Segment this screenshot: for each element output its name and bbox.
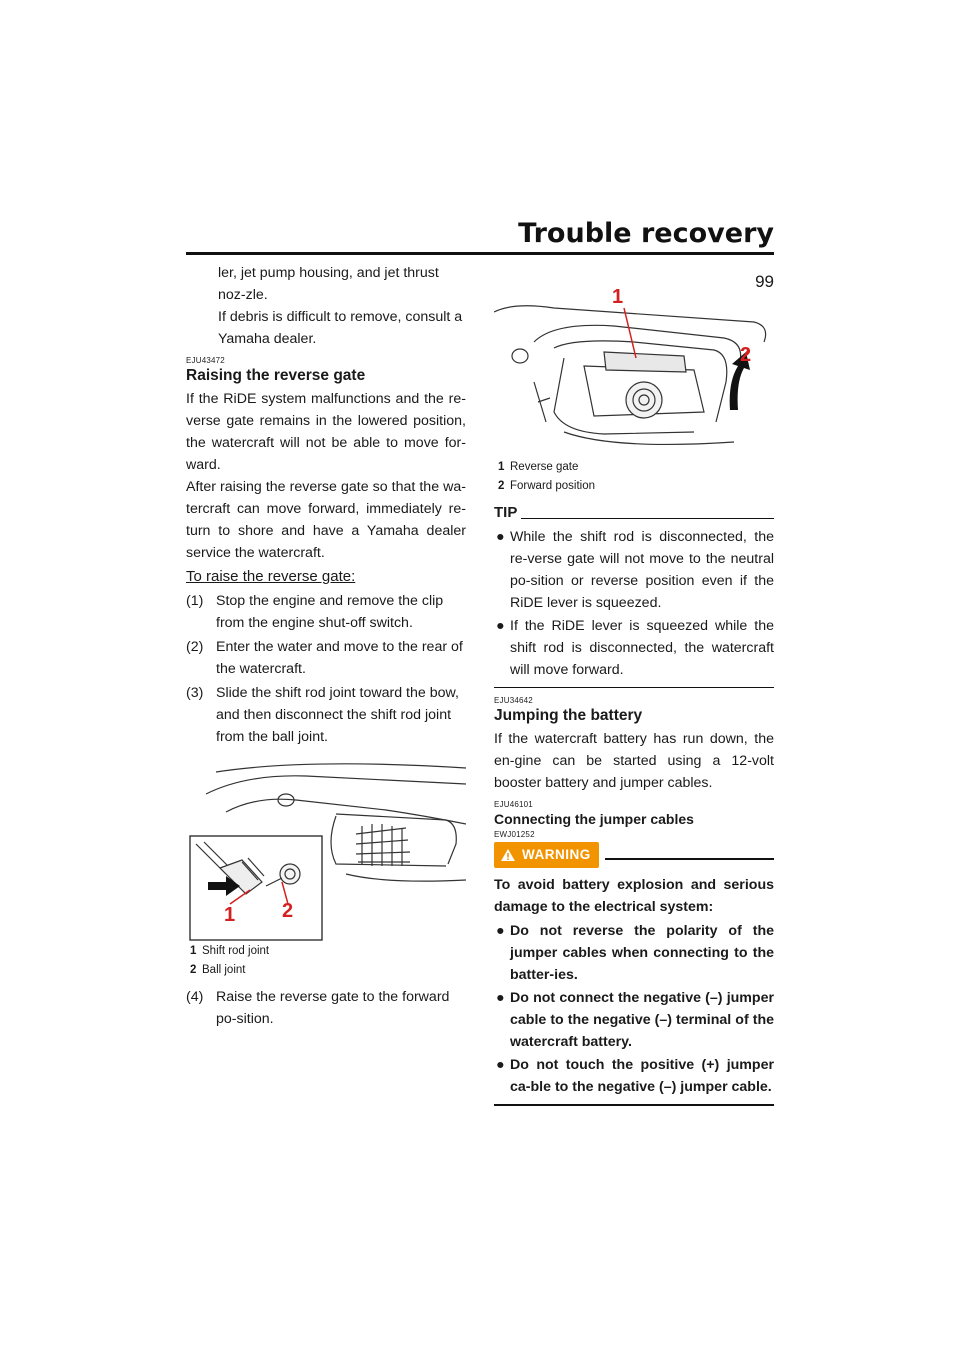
step-item xyxy=(186,986,466,1030)
page-title: Trouble recovery xyxy=(518,218,774,249)
list-item: ● Do not touch the positive (+) jumper ca-ble to the negative (–) jumper cable. xyxy=(494,1054,774,1098)
heading-connecting-cables: Connecting the jumper cables xyxy=(494,811,694,827)
bullet-icon: ● xyxy=(496,1057,505,1073)
tip-rule xyxy=(521,518,774,519)
page-number: 99 xyxy=(755,272,774,291)
step-text: Slide the shift rod joint toward the bow, and then disconnect the shift rod joint from the ball joint. xyxy=(216,685,459,745)
section-code: EJU46101 xyxy=(494,800,533,809)
callout-number: 2 xyxy=(282,900,294,922)
legend-text: Forward position xyxy=(510,480,596,492)
warning-badge xyxy=(494,842,599,868)
warning-list xyxy=(494,920,774,1098)
legend-text: Shift rod joint xyxy=(202,945,270,957)
warning-body xyxy=(494,874,774,1098)
warning-end-rule xyxy=(494,1104,774,1106)
tip-label: TIP xyxy=(494,504,518,521)
subheading-procedure: To raise the reverse gate: xyxy=(186,568,356,585)
warning-label: WARNING xyxy=(522,847,591,862)
step-text: Enter the water and move to the rear of the watercraft. xyxy=(216,639,463,677)
list-item: ● If the RiDE lever is squeezed while the shift rod is disconnected, the watercraft will move forward. xyxy=(494,615,774,681)
legend-text: Reverse gate xyxy=(510,461,579,473)
warning-code: EWJ01252 xyxy=(494,830,535,839)
heading-reverse-gate: Raising the reverse gate xyxy=(186,367,366,384)
step-item xyxy=(186,636,466,680)
left-column xyxy=(186,262,466,1032)
figure-reverse-gate xyxy=(494,282,774,450)
bullet-icon: ● xyxy=(496,618,505,634)
section-code: EJU43472 xyxy=(186,356,225,365)
step-item xyxy=(186,590,466,634)
callout-number: 2 xyxy=(740,344,752,366)
callout-number: 1 xyxy=(224,904,236,926)
paragraph: If the RiDE system malfunctions and the re-verse gate remains in the lowered position, the watercraft will not be able to move for-ward. xyxy=(186,391,466,473)
warning-header xyxy=(494,842,774,868)
heading-jumping-battery: Jumping the battery xyxy=(494,707,643,724)
list-item: ● Do not connect the negative (–) jumper cable to the negative (–) terminal of the watercraft battery. xyxy=(494,987,774,1053)
tip-list xyxy=(494,526,774,681)
step-item xyxy=(186,682,466,748)
right-column xyxy=(494,282,774,1106)
legend-number: 2 xyxy=(498,480,505,492)
warning-rule xyxy=(605,858,774,860)
legend-item xyxy=(186,961,466,980)
tip-end-rule xyxy=(494,687,774,688)
paragraph: If the watercraft battery has run down, the en-gine can be started using a 12-volt booster battery and jumper cables. xyxy=(494,731,774,791)
warning-triangle-icon xyxy=(500,848,516,862)
legend-text: Ball joint xyxy=(202,964,246,976)
tip-header xyxy=(494,504,774,522)
step-number: (4) xyxy=(186,989,204,1005)
paragraph: After raising the reverse gate so that the wa-tercraft can move forward, immediately re-turn to shore and have a Yamaha dealer service the watercraft. xyxy=(186,479,466,561)
bullet-icon: ● xyxy=(496,923,505,939)
list-item: ● While the shift rod is disconnected, the re-verse gate will not move to the neutral po-sition or reverse position even if the RiDE lever is squeezed. xyxy=(494,526,774,614)
step-number: (3) xyxy=(186,685,204,701)
step-number: (2) xyxy=(186,639,204,655)
bullet-icon: ● xyxy=(496,990,505,1006)
legend-number: 1 xyxy=(190,945,197,957)
figure-legend xyxy=(186,942,466,980)
legend-number: 2 xyxy=(190,964,197,976)
step-number: (1) xyxy=(186,593,204,609)
step-text: Raise the reverse gate to the forward po-sition. xyxy=(216,989,450,1027)
legend-number: 1 xyxy=(498,461,505,473)
step-text: Stop the engine and remove the clip from the engine shut-off switch. xyxy=(216,593,444,631)
list-item: ● Do not reverse the polarity of the jumper cables when connecting to the batter-ies. xyxy=(494,920,774,986)
figure-shift-rod xyxy=(186,754,466,942)
section-code: EJU34642 xyxy=(494,696,533,705)
legend-item xyxy=(494,458,774,477)
continued-text-2: If debris is difficult to remove, consult a Yamaha dealer. xyxy=(218,309,463,347)
header-rule xyxy=(186,252,774,255)
figure-legend xyxy=(494,458,774,496)
bullet-icon: ● xyxy=(496,529,505,545)
legend-item xyxy=(494,477,774,496)
warning-intro: To avoid battery explosion and serious damage to the electrical system: xyxy=(494,877,774,915)
continued-text: ler, jet pump housing, and jet thrust noz-zle. xyxy=(218,265,439,303)
legend-item xyxy=(186,942,466,961)
callout-number: 1 xyxy=(612,286,624,308)
reverse-gate-illustration xyxy=(494,282,774,450)
